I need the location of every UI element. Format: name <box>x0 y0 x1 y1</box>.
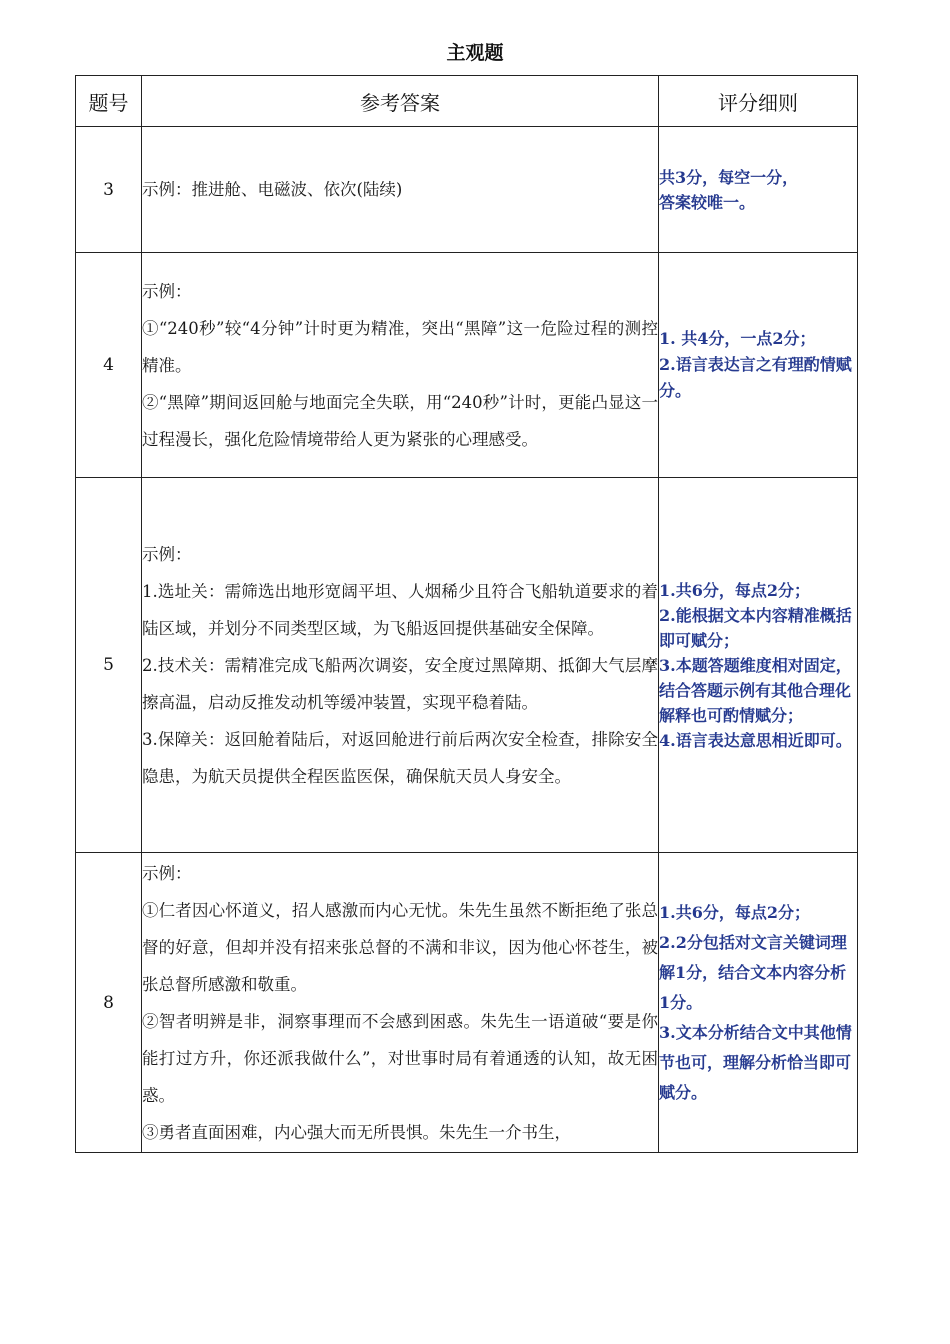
example-label: 示例： <box>142 281 192 301</box>
header-score: 评分细则 <box>659 76 858 127</box>
score-cell <box>659 253 858 478</box>
answer-text: ①仁者因心怀道义，招人感激而内心无忧。朱先生虽然不断拒绝了张总督的好意，但却并没有招来张总督的不满和非议，因为他心怀苍生，被张总督所感激和敬重。 <box>142 900 658 994</box>
score-cell <box>659 853 858 1153</box>
answer-cell <box>142 253 659 478</box>
answer-text: ②“黑障”期间返回舱与地面完全失联，用“240秒”计时，更能凸显这一过程漫长，强化危险情境带给人更为紧张的心理感受。 <box>142 392 658 449</box>
answer-text: 3.保障关：返回舱着陆后，对返回舱进行前后两次安全检查，排除安全隐患，为航天员提供全程医监医保，确保航天员人身安全。 <box>142 729 658 786</box>
score-line: 3.本题答题维度相对固定，结合答题示例有其他合理化解释也可酌情赋分； <box>659 655 852 725</box>
header-num: 题号 <box>76 76 142 127</box>
score-cell <box>659 478 858 853</box>
score-line: 1.共6分，每点2分； <box>659 580 810 600</box>
score-line: 3.文本分析结合文中其他情节也可，理解分析恰当即可赋分。 <box>659 1022 852 1102</box>
table-row <box>76 478 858 853</box>
table-header-row <box>76 76 858 127</box>
answer-text: 1.选址关：需筛选出地形宽阔平坦、人烟稀少且符合飞船轨道要求的着陆区域，并划分不同类型区域，为飞船返回提供基础安全保障。 <box>142 581 658 638</box>
score-line: 4.语言表达意思相近即可。 <box>659 730 852 750</box>
answer-table <box>75 75 858 1153</box>
table-row <box>76 127 858 253</box>
page-title: 主观题 <box>446 42 504 64</box>
score-line: 1.共6分，每点2分； <box>659 902 810 922</box>
answer-text: ③勇者直面困难，内心强大而无所畏惧。朱先生一介书生， <box>142 1122 571 1142</box>
score-cell <box>659 127 858 253</box>
answer-text: 2.技术关：需精准完成飞船两次调姿，安全度过黑障期、抵御大气层摩擦高温，启动反推发动机等缓冲装置，实现平稳着陆。 <box>142 655 658 712</box>
header-answer: 参考答案 <box>142 76 659 127</box>
example-label: 示例： <box>142 863 192 883</box>
question-number: 3 <box>76 127 142 253</box>
question-number: 4 <box>76 253 142 478</box>
score-line: 答案较唯一。 <box>659 192 756 212</box>
answer-cell <box>142 478 659 853</box>
score-line: 2.2分包括对文言关键词理解1分，结合文本内容分析1分。 <box>659 932 847 1012</box>
score-line: 2.能根据文本内容精准概括即可赋分； <box>659 605 852 650</box>
answer-cell <box>142 127 659 253</box>
question-number: 5 <box>76 478 142 853</box>
example-label: 示例： <box>142 544 192 564</box>
question-number: 8 <box>76 853 142 1153</box>
score-line: 2.语言表达言之有理酌情赋分。 <box>659 355 852 400</box>
score-line: 1. 共4分，一点2分； <box>659 329 816 348</box>
score-line: 共3分，每空一分， <box>659 167 799 187</box>
table-row <box>76 853 858 1153</box>
answer-cell <box>142 853 659 1153</box>
answer-text: ①“240秒”较“4分钟”计时更为精准，突出“黑障”这一危险过程的测控精准。 <box>142 318 658 375</box>
example-label: 示例： <box>142 180 192 199</box>
table-row <box>76 253 858 478</box>
answer-text: ②智者明辨是非，洞察事理而不会感到困惑。朱先生一语道破“要是你能打过方升，你还派我做什么”，对世事时局有着通透的认知，故无困惑。 <box>142 1011 658 1105</box>
answer-text: 推进舱、电磁波、依次(陆续) <box>191 180 403 199</box>
